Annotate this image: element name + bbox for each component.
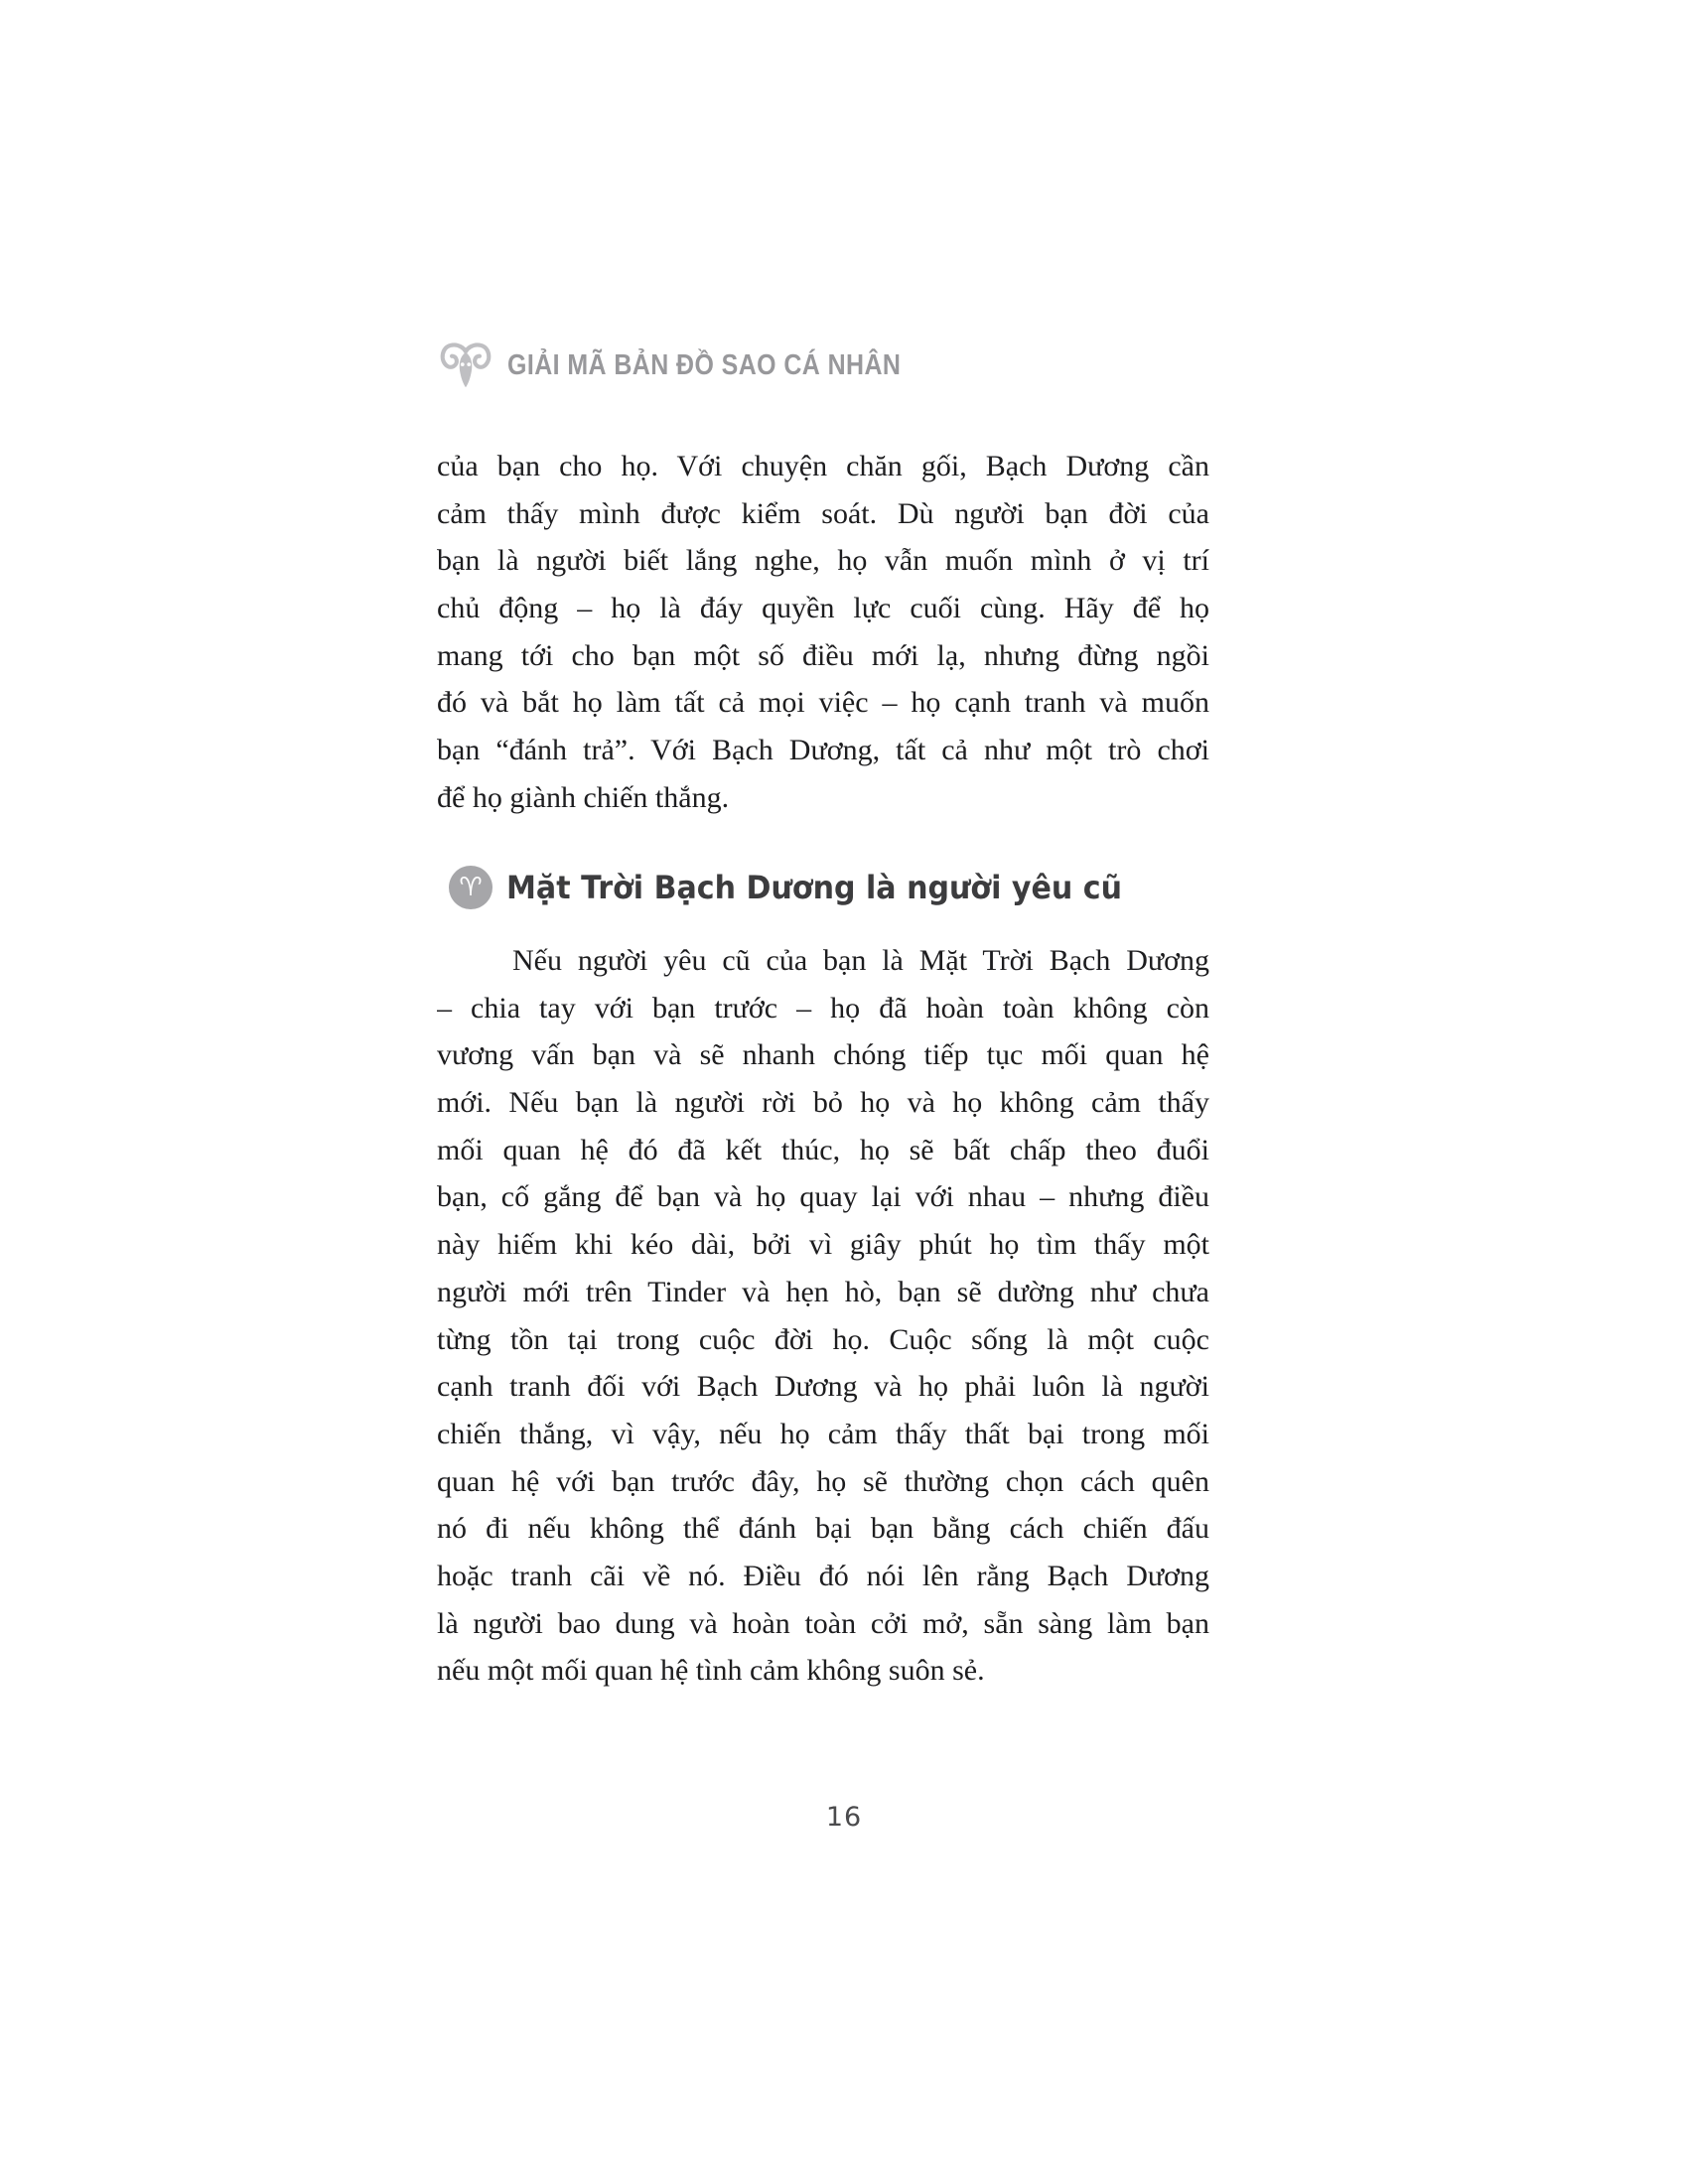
text-line: Nếu người yêu cũ của bạn là Mặt Trời Bạch Dương: [512, 944, 1209, 977]
text-line: cảm thấy mình được kiểm soát. Dù người bạn đời của: [437, 496, 1209, 530]
text-line: chiến thắng, vì vậy, nếu họ cảm thấy thất bại trong mối: [437, 1417, 1209, 1450]
text-line: cạnh tranh đối với Bạch Dương và họ phải luôn là người: [437, 1370, 1209, 1404]
text-line: mối quan hệ đó đã kết thúc, họ sẽ bất chấp theo đuổi: [437, 1133, 1209, 1166]
section-heading: [449, 866, 1162, 909]
text-line: mới. Nếu bạn là người rời bỏ họ và họ không cảm thấy: [437, 1086, 1209, 1120]
text-line: – chia tay với bạn trước – họ đã hoàn toàn không còn: [437, 991, 1209, 1024]
text-line: bạn, cố gắng để bạn và họ quay lại với nhau – nhưng điều: [437, 1180, 1209, 1214]
text-line: đó và bắt họ làm tất cả mọi việc – họ cạnh tranh và muốn: [437, 686, 1209, 720]
aries-glyph: ♈: [459, 873, 483, 902]
aries-ram-icon: [438, 340, 493, 391]
text-line: từng tồn tại trong cuộc đời họ. Cuộc sống là một cuộc: [437, 1322, 1209, 1356]
section-title: Mặt Trời Bạch Dương là người yêu cũ: [506, 869, 1123, 906]
text-line: bạn “đánh trả”. Với Bạch Dương, tất cả như một trò chơi: [437, 734, 1209, 767]
text-line: này hiếm khi kéo dài, bởi vì giây phút họ tìm thấy một: [437, 1228, 1209, 1262]
text-line: là người bao dung và hoàn toàn cởi mở, sẵn sàng làm bạn: [437, 1606, 1209, 1640]
text-line: chủ động – họ là đáy quyền lực cuối cùng. Hãy để họ: [437, 592, 1209, 625]
text-line: của bạn cho họ. Với chuyện chăn gối, Bạch Dương cần: [437, 450, 1209, 482]
aries-circle-icon: [449, 866, 492, 909]
running-header-title: GIẢI MÃ BẢN ĐỒ SAO CÁ NHÂN: [507, 348, 902, 381]
text-line: hoặc tranh cãi về nó. Điều đó nói lên rằng Bạch Dương: [437, 1559, 1209, 1592]
text-line: bạn là người biết lắng nghe, họ vẫn muốn mình ở vị trí: [437, 544, 1209, 578]
text-line: vương vấn bạn và sẽ nhanh chóng tiếp tục mối quan hệ: [437, 1038, 1209, 1072]
page-number: 16: [825, 1802, 863, 1833]
text-line: nếu một mối quan hệ tình cảm không suôn sẻ.: [437, 1654, 985, 1688]
text-line: nó đi nếu không thể đánh bại bạn bằng cách chiến đấu: [437, 1512, 1209, 1546]
text-line: để họ giành chiến thắng.: [437, 780, 730, 814]
text-line: mang tới cho bạn một số điều mới lạ, nhưng đừng ngồi: [437, 638, 1209, 672]
text-line: người mới trên Tinder và hẹn hò, bạn sẽ dường như chưa: [437, 1275, 1209, 1308]
text-line: quan hệ với bạn trước đây, họ sẽ thường chọn cách quên: [437, 1464, 1209, 1498]
running-header: [438, 340, 965, 391]
body-paragraph-2: [437, 937, 1209, 1695]
body-paragraph-1: [437, 443, 1209, 822]
